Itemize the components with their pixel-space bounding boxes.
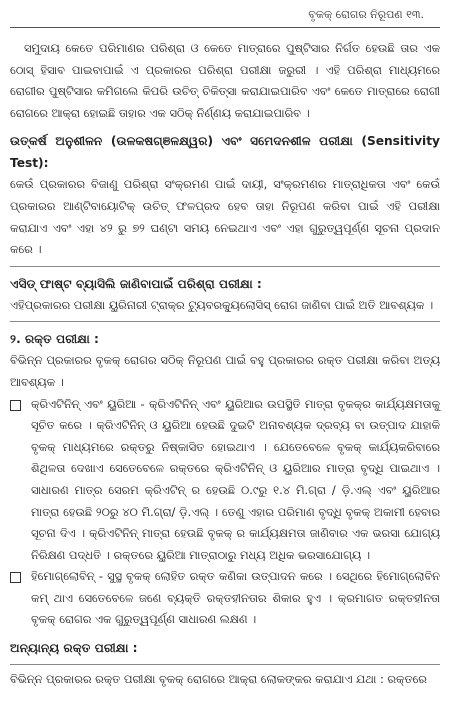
checkbox-square-icon [10,572,21,583]
page-content [10,38,440,691]
blood-test-paragraph: ବିଭିନ୍ନ ପ୍ରକାରର ବୃକକ୍ ରୋଗର ସଠିକ୍ ନିରୂପଣ ପାଇଁ ବହୁ ପ୍ରକାରର ରକ୍ତ ପରୀକ୍ଷା କରିବା ଅତ୍ୟ ଆବଶ୍ୟକ । [10,353,440,389]
section-heading-afb-test: ଏସିଡ୍ ଫାଷ୍ଟ ବ୍ୟାସିଲି ଜାଣିବାପାଇଁ ପରିଶ୍ରା ପରୀକ୍ଷା : [10,276,262,291]
hemoglobin-text: ହିମୋଗ୍ଲୋବିନ୍ - ସୁସ୍ଥ ବୃକକ୍ ଲୋହିତ ରକ୍ତ କଣିକା ଉତ୍ପାଦନ କରେ । ସେଥିରେ ହିମୋଗ୍ଲୋବିନ କମ୍ ଥାଏ ସେତେବେଳେ ଜଣେ ବ୍ୟକ୍ତି ରକ୍ତହୀନତାର ଶିକାର ହୁଏ । କ୍ରମାଗତ ରକ୍ତହୀନତା ବୃକକ୍ ରୋଗର ଏକ ଗୁରୁତ୍ୱପୂର୍ଣ୍ଣ ସାଧାରଣ ଲକ୍ଷଣ । [31,569,440,627]
running-header: ବୃକକ୍ ରୋଗର ନିରୂପଣ ୧୩. [308,8,424,21]
intro-paragraph: ସମୁଦାୟ କେତେ ପରିମାଣର ପରିଶ୍ରା ଓ କେତେ ମାତ୍ରାରେ ପୁଷ୍ଟିସାର ନିର୍ଗତ ହେଉଛି ତାର ଏକ ଠୋସ୍ ହିସାବ ପାଇବାପାଇଁ ଏ ପ୍ରକାରର ପରିଶ୍ରା ପରୀକ୍ଷା ଜରୁରୀ । ଏହି ପରିଶ୍ରା ମାଧ୍ୟମରେ ରୋଗୀର ପୁଷ୍ଟିସାର କମିଗଲେ କିପରି ଉଚିତ୍ ଚିକିତ୍ସା କରାଯାଇପାରିବ ଏବଂ କେତେ ମାତ୍ରାରେ ରୋଗୀ ରୋଗରେ ଆକ୍ରା ହୋଇଛି ତାହାର ଏକ ସଠିକ୍ ନିର୍ଣ୍ଣୟ କରାଯାଇପାରିବ । [10,41,440,120]
list-item-hemoglobin [10,566,440,631]
section-divider [10,664,440,665]
other-blood-tests-paragraph: ବିଭିନ୍ନ ପ୍ରକାରର ରକ୍ତ ପରୀକ୍ଷା ବୃକକ୍ ରୋଗରେ ଆକ୍ରା ଲୋକଙ୍କର କରାଯାଏ ଯଥା : ରକ୍ତରେ [10,672,427,687]
section-divider [10,321,440,322]
section-divider [10,266,440,267]
culture-test-paragraph: କେଉଁ ପ୍ରକାରର ବିଜାଣୁ ପରିଶ୍ରା ସଂକ୍ରମଣ ପାଇଁ ଦାୟୀ, ସଂକ୍ରମଣର ମାତ୍ରାଧିକତା ଏବଂ କେଉଁ ପ୍ରକାରର ଆଣ୍ଟିବାୟୋଟିକ୍ ଉଚିତ୍ ଫଳପ୍ରଦ ହେବ ତାହା ନିରୂପଣ କରିବା ପାଇଁ ଏହି ପରୀକ୍ଷା କରାଯାଏ ଏବଂ ଏହା ୪୨ ରୁ ୭୨ ଘଣ୍ଟା ସମୟ ନେଇଥାଏ ଏବଂ ଏହା ଗୁରୁତ୍ୱପୂର୍ଣ୍ଣ ସୂଚନା ପ୍ରଦାନ କରେ । [10,177,440,257]
list-item-creatinine-urea [10,394,440,567]
section-heading-blood-test: ୨. ରକ୍ତ ପରୀକ୍ଷା : [10,332,99,347]
checkbox-square-icon [10,400,21,411]
afb-test-paragraph: ଏହିପ୍ରକାରର ପରୀକ୍ଷା ୟୁରିନାରୀ ଟ୍ରାକ୍ର ଟ୍ୟୁବରକ୍ୟୁଲୋସିସ୍ ରୋଗ ଜାଣିବା ପାଇଁ ଅତି ଆବଶ୍ୟକ । [10,297,434,312]
section-heading-culture-test: ଉତ୍କର୍ଷ ଅନୁଶୀଳନ (ଉଳକଷଗ୍ଞଳକ୍ଷ୍ୱର) ଏବଂ ସମେଦନଶୀଳ ପରୀକ୍ଷା (Sensitivity Test): [10,134,440,171]
creatinine-urea-text: କ୍ରିଏଟିନିନ୍ ଏବଂ ୟୁରିଆ - କ୍ରିଏଟିନିନ୍ ଏବଂ ୟୁରିଆର ଉପସ୍ଥିତି ମାତ୍ରା ବୃକକ୍ର କାର୍ଯ୍ୟକ୍ଷମତାକୁ ସୂଚିତ କରେ । କ୍ରିଏଟିନିନ୍ ଓ ୟୁରିଆ ହେଉଛି ଦୁଇଟି ଅନାବଶ୍ୟକ ଦ୍ରବ୍ୟ ବା ଉତ୍ପାଦ ଯାହାକି ବୃକକ୍ ମାଧ୍ୟମରେ ରକ୍ତରୁ ନିଷ୍କାସିତ ହୋଇଥାଏ । ଯେତେବେଳେ ବୃକକ୍ କାର୍ଯ୍ୟକରିବାରେ ଶିଥିଳତା ଦେଖାଏ ସେତେବେଳେ ରକ୍ତରେ କ୍ରିଏଟିନିନ୍ ଓ ୟୁରିଆର ମାତ୍ରା ବୃଦ୍ଧି ପାଇଥାଏ । ସାଧାରଣ ମାତ୍ର ସେରମ କ୍ରିଏଟିନ୍ ର ହେଉଛି ୦.୯ରୁ ୧.୪ ମି.ଗ୍ରା / ଡ଼ି.ଏଲ୍ ଏବଂ ୟୁରିଆର ମାତ୍ରା ହେଉଛି ୨୦ରୁ ୪୦ ମି.ଗ୍ରା/ ଡ଼ି.ଏଲ୍ । ତେଣୁ ଏହାର ପରିମାଣ ବୃଦ୍ଧି ବୃକକ୍ ଅକାମୀ ହେବାର ସୂଚନା ଦିଏ । କ୍ରିଏଟିନିନ୍ ମାତ୍ରା ହେଉଛି ବୃକକ୍ ର କାର୍ଯ୍ୟକ୍ଷମତା ଜାଣିବାର ଏକ ଭରସା ଯୋଗ୍ୟ ନିରିକ୍ଷଣ ପଦ୍ଧତି । ରକ୍ତରେ ୟୁରିଆ ମାତ୍ରାଠାରୁ ମଧ୍ୟ ଅଧିକ ଭରସାଯୋଗ୍ୟ । [31,396,440,562]
header-rule [10,27,440,28]
section-heading-other-blood-tests: ଅନ୍ୟାନ୍ୟ ରକ୍ତ ପରୀକ୍ଷା : [10,641,138,656]
